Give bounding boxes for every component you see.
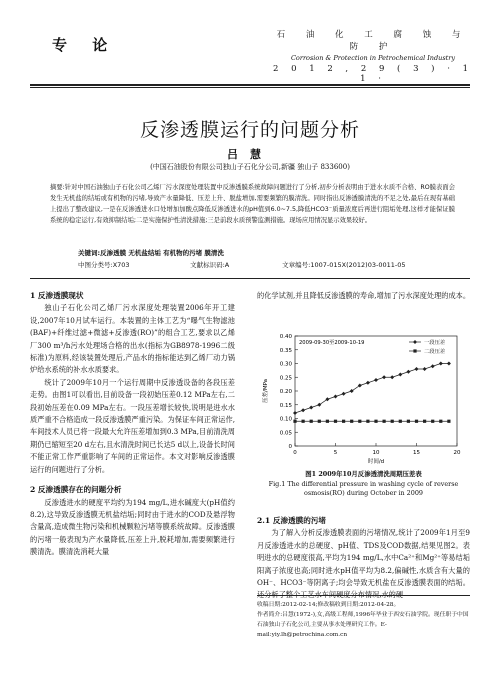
data-point-s2 [415,420,418,423]
data-point-s2 [310,420,313,423]
data-point-s1 [334,395,338,399]
data-point-s2 [342,420,345,423]
figure-1-chart [257,328,470,468]
journal-header [268,28,478,84]
pressure-chart-svg [257,328,470,468]
y-axis-label: 压差/MPa [263,378,269,404]
data-point-s1 [398,373,402,377]
data-point-s1 [293,411,297,415]
y-tick-label: 0.30 [279,361,292,368]
data-point-s1 [342,392,346,396]
data-point-s1 [447,362,451,366]
data-point-s1 [406,370,410,374]
legend-marker [413,349,416,352]
document-code: 文献标识码:A [190,261,230,269]
series-line-1 [295,364,449,414]
received-date: 收稿日期:2012-02-14;修改稿收到日期:2012-04-28。 [257,602,400,608]
section-2-1-heading: 2.1 反渗透膜的污堵 [257,516,327,525]
right-column-bottom [257,515,470,602]
data-point-s1 [325,397,329,401]
footnote [257,600,470,640]
data-point-s2 [358,420,361,423]
data-point-s2 [334,420,337,423]
data-point-s1 [390,375,394,379]
author: 吕慧 [227,148,273,161]
data-point-s1 [358,384,362,388]
right-paragraph-1: 的化学试剂,并且降低反渗透膜的寿命,增加了污水深度处理的成本。 [257,291,471,300]
data-point-s1 [374,378,378,382]
data-point-s1 [431,364,435,368]
data-point-s2 [391,420,394,423]
data-point-s2 [423,420,426,423]
y-tick-label: 0.15 [279,402,292,409]
data-point-s2 [383,420,386,423]
section-1-heading: 1 反渗透膜现状 [30,291,84,300]
data-point-s2 [302,420,305,423]
legend-label: 一段压差 [424,340,446,346]
data-point-s1 [309,406,313,410]
header-rule [30,84,470,86]
data-point-s2 [326,420,329,423]
section-2-paragraph-1: 反渗透进水的硬度平均约为194 mg/L,进水碱度大(pH值约8.2),这导致反渗透膜无机盐结垢;同时由于进水的COD及悬浮物含量高,造成微生物污染和机械颗粒污堵等膜系统故障。反渗透膜的污堵一般表现为产水量降低,压差上升,脱耗增加,需要频繁进行膜清洗。膜清洗消耗大量 [30,497,235,557]
y-tick-label: 0.40 [279,334,292,340]
right-column-top [257,290,470,302]
data-point-s1 [301,408,305,412]
data-point-s2 [366,420,369,423]
legend-marker [413,340,417,344]
section-label: 专 论 [52,36,118,54]
data-point-s2 [431,420,434,423]
data-point-s2 [374,420,377,423]
legend-label: 二段压差 [424,349,446,355]
data-point-s2 [399,420,402,423]
data-point-s2 [407,420,410,423]
data-point-s1 [350,389,354,393]
author-bio: 作者简介:吕慧(1972-),女,高级工程师,1996年毕业于西安石油学院。现任职于中国石油独山子石化公司,主要从事水处理研究工作。E-mail:yiy.lh@petrochina.com.cn [257,612,469,638]
footnote-rule [257,595,470,596]
data-point-s2 [439,420,442,423]
header-rule-thin [30,87,470,88]
data-point-s1 [439,362,443,366]
data-point-s1 [382,375,386,379]
x-tick-label: 5 [333,450,338,456]
clc-number: 中图分类号:X703 [78,261,130,269]
y-tick-label: 0.35 [279,347,292,354]
data-point-s2 [293,420,296,423]
x-tick-label: 0 [293,450,297,456]
chart-title: 2009-09-30至2009-10-19 [299,340,365,346]
abstract: 摘要:针对中国石油独山子石化公司乙烯厂污水深度处理装置中反渗透膜系统故障问题进行了分析,初步分析表明由于进水水质不合格、RO膜表面会发生无机盐的结垢或有机物的污堵,导致产水量降低、压差上升、脱盐增加,需要频繁的膜清洗。同时指出反渗透膜清洗的不足之处,最后在现有基础上提出了整改建议,一是在反渗透进水口处增加加酸点降低反渗透进水的pH值到6.0~7.5,降低HCO3⁻质量浓度后再进行阻垢处理,这样才能保证膜系统的稳定运行,有效抑制结垢;二是实施保护性清洗措施;三是前段水质预警监测措施。现场应用情况显示效果较好。 [50,184,455,224]
y-tick-label: 0 [288,444,292,450]
data-point-s2 [447,420,450,423]
figure-1-caption [257,470,470,499]
section-2-1-paragraph: 为了解入分析反渗透膜表面的污堵情况,统计了2009年1月至9月反渗透进水的总硬度、pH值、TDS及COD数据,结果见图2。表明进水的总硬度很高,平均为194 mg/L,水中Ca²⁺和Mg²⁺等易结垢阳离子浓度也高;同时进水pH值平均为8.2,偏碱性,水质含有大量的OH⁻、HCO3⁻等阴离子;均会导致无机盐在反渗透膜表面的结垢。还分析了整个工艺水车间硬度分布情况,水的硬 [257,528,470,600]
data-point-s2 [318,420,321,423]
journal-issue: 2 0 1 2 , 2 9 ( 3 ) · 1 1 · [272,64,474,84]
section-2-heading: 2 反渗透膜存在的问题分析 [30,485,122,495]
left-column [30,290,235,559]
y-tick-label: 0.20 [279,389,292,395]
figure-caption-cn: 图1 2009年10月反渗透清洗周期压差表 [305,470,422,478]
section-1-paragraph-2: 统计了2009年10月一个运行周期中反渗透设备的各段压差走势。由图1可以看出,目前设备一段初始压差0.12 MPa左右,二段初始压差在0.09 MPa左右。一段压差增长较快,说明是进水水质严重不合格造成一段反渗透膜严重污染。为保证车间正常运作,车间技术人员已将一段最大允许压差增加到0.3 MPa,目前清洗周期仍已缩短至20 d左右,且水清洗时间已长达5 d以上,设备长时间不能正常工作严重影响了车间的正常运作。本文对影响反渗透膜运行的问题进行了分析。 [30,377,235,474]
x-tick-label: 15 [413,450,420,456]
y-tick-label: 0.05 [279,430,292,437]
keywords: 关键词:反渗透膜 无机盐结垢 有机物的污堵 膜清洗 [78,249,224,257]
article-title: 反渗透膜运行的问题分析 [139,119,360,141]
affiliation: (中国石油股份有限公司独山子石化分公司,新疆 独山子 833600) [150,163,350,171]
x-axis-label: 时间/d [367,459,385,465]
data-point-s2 [350,420,353,423]
classification-line [78,260,458,269]
y-tick-label: 0.10 [279,416,292,423]
article-number: 文章编号:1007-015X(2012)03-0011-05 [282,261,406,269]
y-tick-label: 0.25 [279,375,292,382]
figure-caption-en: Fig.1 The differential pressure in washing cycle of reverse osmosis(RO) during October in 2009 [268,479,459,497]
section-1-paragraph-1: 独山子石化公司乙烯厂污水深度处理装置2006年开工建设,2007年10月试车运行。本装置的主体工艺为“曝气生物滤池(BAF)+纤维过滤+微滤+反渗透(RO)”的组合工艺,要求以乙烯厂300 m³/h污水处理场合格的出水(指标为GB8978-1996二级标准)为原料,经该装置处理后,产品水的指标能达到乙烯厂动力锅炉给水系统的补水水质要求。 [30,303,235,375]
x-tick-label: 20 [453,450,461,456]
data-point-s1 [415,367,419,371]
journal-name-cn: 石 油 化 工 腐 蚀 与 防 护 [276,30,470,52]
data-point-s1 [317,403,321,407]
data-point-s1 [366,381,370,385]
abstract-rule [30,278,470,279]
journal-name-en: Corrosion & Protection in Petrochemical Industry [290,54,456,62]
data-point-s1 [423,367,427,371]
x-tick-label: 10 [372,450,380,456]
